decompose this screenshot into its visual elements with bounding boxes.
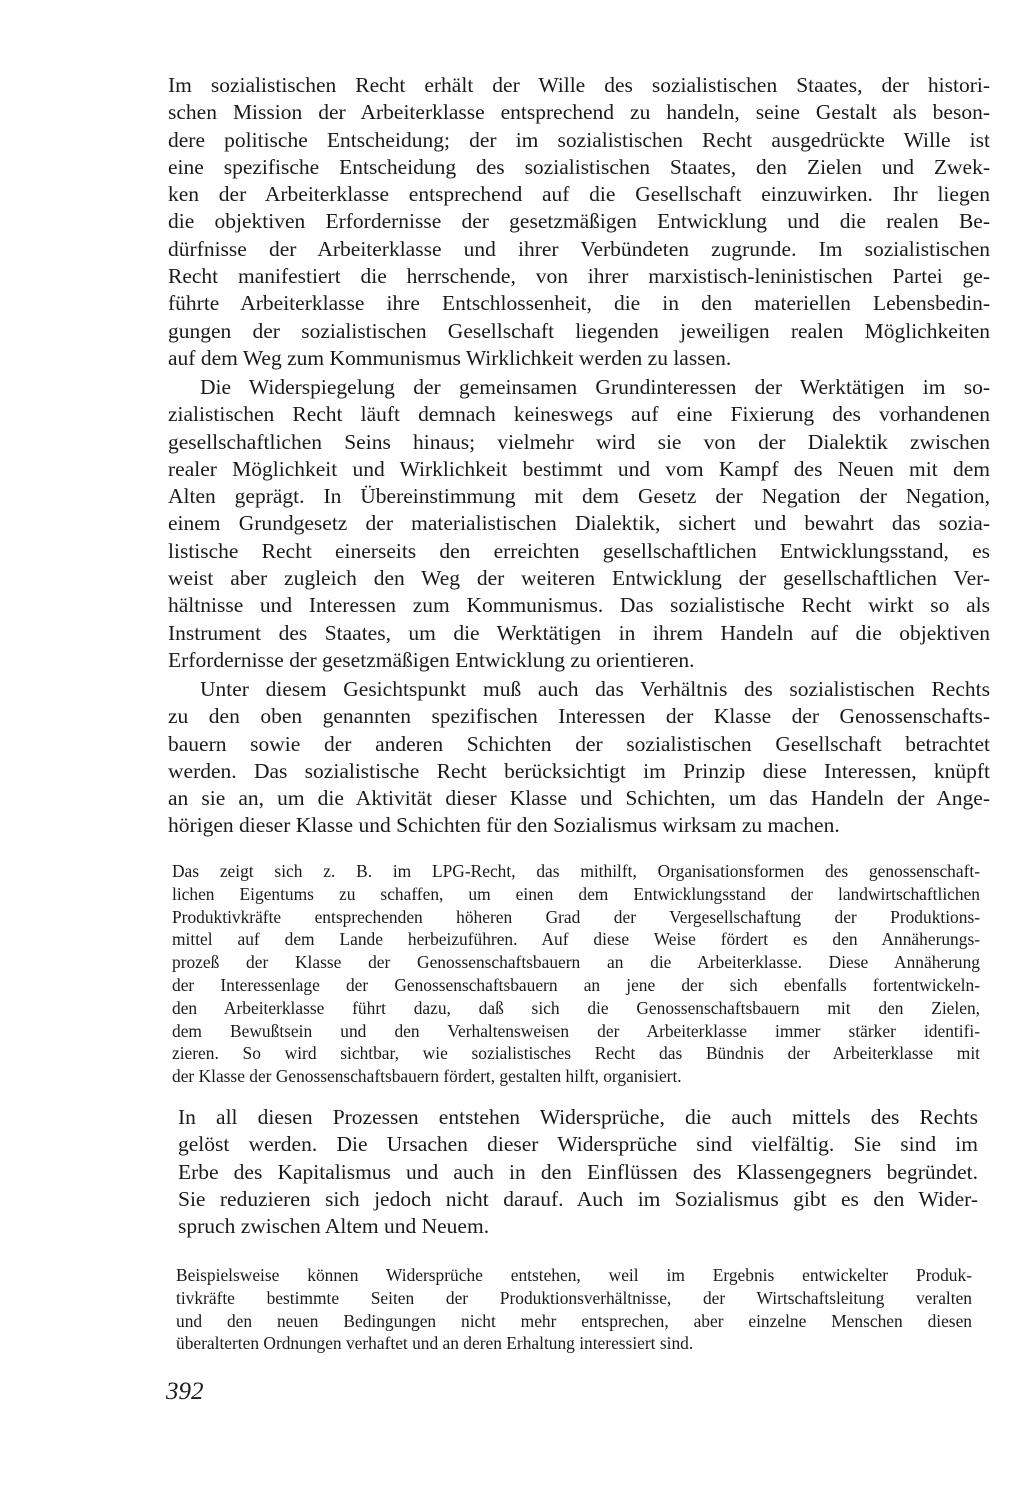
text-line: tivkräfte bestimmte Seiten der Produktionsverhältnisse, der Wirtschaftsleitung veralten <box>176 1287 972 1308</box>
text-line: In all diesen Prozessen entstehen Widersprüche, die auch mittels des Rechts <box>178 1105 978 1129</box>
text-line: Unter diesem Gesichtspunkt muß auch das Verhältnis des sozialistischen Rechts <box>200 677 990 701</box>
text-line: realer Möglichkeit und Wirklichkeit bestimmt und vom Kampf des Neuen mit dem <box>168 456 990 481</box>
text-line: schen Mission der Arbeiterklasse entsprechend zu handeln, seine Gestalt als beson- <box>168 100 990 125</box>
text-line: dere politische Entscheidung; der im sozialistischen Recht ausgedrückte Wille ist <box>168 127 990 152</box>
text-line: zialistischen Recht läuft demnach keineswegs auf eine Fixierung des vorhandenen <box>168 402 990 427</box>
text-line: der Interessenlage der Genossenschaftsbauern an jene der sich ebenfalls fortentwickeln- <box>172 974 980 995</box>
small-print-paragraph-1 <box>172 860 980 1088</box>
text-line: hörigen dieser Klasse und Schichten für den Sozialismus wirksam zu machen. <box>168 813 840 838</box>
text-line: weist aber zugleich den Weg der weiteren Entwicklung der gesellschaftlichen Ver- <box>168 566 990 591</box>
text-line: auf dem Weg zum Kommunismus Wirklichkeit werden zu lassen. <box>168 345 732 370</box>
text-line: bauern sowie der anderen Schichten der sozialistischen Gesellschaft betrachtet <box>168 731 990 756</box>
text-line: hältnisse und Interessen zum Kommunismus. Das sozialistische Recht wirkt so als <box>168 593 990 618</box>
text-line: Alten geprägt. In Übereinstimmung mit dem Gesetz der Negation der Negation, <box>168 484 990 509</box>
text-line: listische Recht einerseits den erreichten gesellschaftlichen Entwicklungsstand, es <box>168 538 990 563</box>
text-line: führte Arbeiterklasse ihre Entschlossenheit, die in den materiellen Lebensbedin- <box>168 291 990 316</box>
text-line: Im sozialistischen Recht erhält der Wille des sozialistischen Staates, der histori- <box>168 73 990 97</box>
small-print-paragraph-2 <box>176 1264 972 1355</box>
text-line: Recht manifestiert die herrschende, von ihrer marxistisch-leninistischen Partei ge- <box>168 264 990 289</box>
text-line: zu den oben genannten spezifischen Interessen der Klasse der Genossenschafts- <box>168 704 990 729</box>
text-line: gesellschaftlichen Seins hinaus; vielmehr wird sie von der Dialektik zwischen <box>168 429 990 454</box>
text-line: dürfnisse der Arbeiterklasse und ihrer Verbündeten zugrunde. Im sozialistischen <box>168 236 990 261</box>
text-line: mittel auf dem Lande herbeizuführen. Auf diese Weise fördert es den Annäherungs- <box>172 929 980 950</box>
text-line: überalterten Ordnungen verhaftet und an deren Erhaltung interessiert sind. <box>176 1333 694 1354</box>
text-line: Die Widerspiegelung der gemeinsamen Grundinteressen der Werktätigen im so- <box>200 375 990 399</box>
text-line: einem Grundgesetz der materialistischen Dialektik, sichert und bewahrt das sozia- <box>168 511 990 536</box>
text-line: ken der Arbeiterklasse entsprechend auf die Gesellschaft einzuwirken. Ihr liegen <box>168 182 990 207</box>
page-number: 392 <box>166 1378 204 1405</box>
text-line: Beispielsweise können Widersprüche entstehen, weil im Ergebnis entwickelter Produk- <box>176 1265 972 1285</box>
text-line: zieren. So wird sichtbar, wie sozialistisches Recht das Bündnis der Arbeiterklasse mit <box>172 1043 980 1064</box>
text-line: Produktivkräfte entsprechenden höheren Grad der Vergesellschaftung der Produktions- <box>172 906 980 927</box>
text-line: Erfordernisse der gesetzmäßigen Entwicklung zu orientieren. <box>168 647 695 672</box>
text-line: Sie reduzieren sich jedoch nicht darauf. Auch im Sozialismus gibt es den Wider- <box>178 1186 978 1211</box>
text-line: an sie an, um die Aktivität dieser Klasse und Schichten, um das Handeln der Ange- <box>168 786 990 811</box>
text-line: spruch zwischen Altem und Neuem. <box>178 1214 490 1239</box>
text-line: der Klasse der Genossenschaftsbauern fördert, gestalten hilft, organisiert. <box>172 1066 682 1087</box>
text-line: prozeß der Klasse der Genossenschaftsbauern an die Arbeiterklasse. Diese Annäherung <box>172 952 980 973</box>
body-paragraph-4 <box>178 1104 978 1240</box>
text-line: Instrument des Staates, um die Werktätigen in ihrem Handeln auf die objektiven <box>168 620 990 645</box>
text-line: den Arbeiterklasse führt dazu, daß sich die Genossenschaftsbauern mit den Zielen, <box>172 997 980 1018</box>
text-line: dem Bewußtsein und den Verhaltensweisen der Arbeiterklasse immer stärker identifi- <box>172 1020 980 1041</box>
body-paragraph-2 <box>168 374 990 674</box>
text-line: und den neuen Bedingungen nicht mehr entsprechen, aber einzelne Menschen diesen <box>176 1310 972 1331</box>
text-line: Das zeigt sich z. B. im LPG-Recht, das mithilft, Organisationsformen des genossenschaft- <box>172 861 980 881</box>
body-paragraph-1 <box>168 72 990 372</box>
text-line: Erbe des Kapitalismus und auch in den Einflüssen des Klassengegners begründet. <box>178 1159 978 1184</box>
text-line: die objektiven Erfordernisse der gesetzmäßigen Entwicklung und die realen Be- <box>168 209 990 234</box>
text-line: gelöst werden. Die Ursachen dieser Widersprüche sind vielfältig. Sie sind im <box>178 1132 978 1157</box>
text-line: eine spezifische Entscheidung des sozialistischen Staates, den Zielen und Zwek- <box>168 154 990 179</box>
text-line: gungen der sozialistischen Gesellschaft liegenden jeweiligen realen Möglichkeiten <box>168 318 990 343</box>
text-line: lichen Eigentums zu schaffen, um einen dem Entwicklungsstand der landwirtschaftlichen <box>172 883 980 904</box>
body-paragraph-3 <box>168 676 990 840</box>
text-line: werden. Das sozialistische Recht berücksichtigt im Prinzip diese Interessen, knüpft <box>168 758 990 783</box>
